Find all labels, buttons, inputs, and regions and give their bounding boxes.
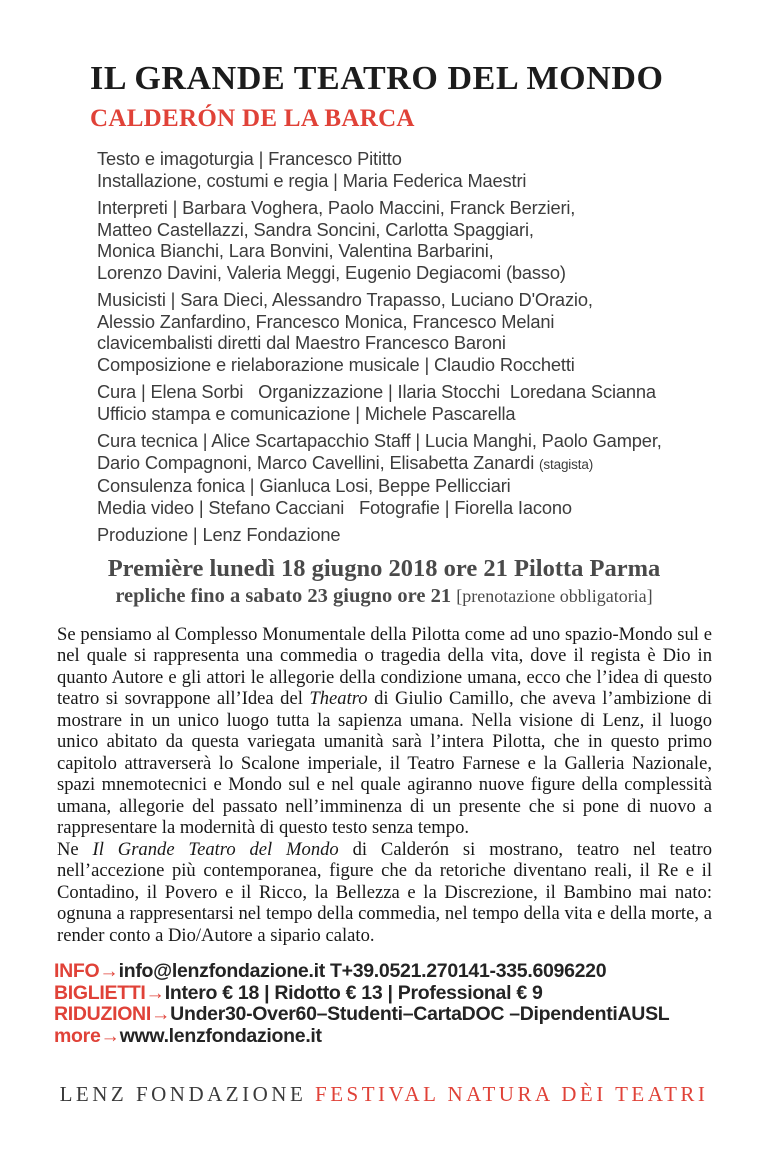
credit-line: [97, 219, 728, 241]
info-label: INFO→: [54, 960, 119, 982]
description-section: [57, 624, 712, 947]
footer-festival: FESTIVAL NATURA DÈI TEATRI: [315, 1082, 709, 1106]
credit-group: [97, 197, 728, 283]
credit-line: [97, 197, 728, 219]
premiere-date-line: Première lunedì 18 giugno 2018 ore 21 Pilotta Parma: [107, 554, 661, 582]
description-paragraph: [57, 624, 712, 839]
credit-text: Consulenza fonica | Gianluca Losi, Beppe Pellicciari: [97, 475, 511, 496]
credit-group: [97, 381, 728, 424]
credit-text: Installazione, costumi e regia | Maria Federica Maestri: [97, 169, 527, 191]
info-value: Intero € 18 | Ridotto € 13 | Professional € 9: [164, 981, 543, 1004]
description-text: di Calderón si mostrano, teatro nel teatro nell’accezione più contemporanea, figure che da retoriche diventano reali, il Re e il Contadino, il Povero e il Ricco, la Bellezza e la Discrezione, il Bambino mai nato: ognuna a rappresentarsi nel tempo della commedia, nel tempo della vita e della morte, a render conto a Dio/Autore a sipario calato.: [57, 838, 712, 946]
credit-line: [97, 475, 728, 497]
credit-line: [97, 332, 728, 354]
header: [0, 0, 768, 133]
italic-work-title: Il Grande Teatro del Mondo: [92, 838, 339, 860]
description-text: Ne: [57, 838, 93, 860]
info-label: more→: [54, 1024, 120, 1047]
credit-text: Composizione e rielaborazione musicale | Claudio Rocchetti: [97, 353, 575, 375]
page-title: IL GRANDE TEATRO DEL MONDO: [90, 60, 664, 97]
credit-group: [97, 430, 728, 518]
info-value: www.lenzfondazione.it: [119, 1024, 322, 1047]
credit-text: Alessio Zanfardino, Francesco Monica, Francesco Melani: [97, 310, 555, 332]
description-text: Se pensiamo al Complesso Monumentale della Pilotta come ad uno spazio-Mondo sul e nel quale si rappresenta una commedia o tragedia della vita, dove il regista è Dio in quanto Autore e gli attori le allegorie della condizione umana, ecco che l’idea di questo teatro si sovrappone all’Idea del: [57, 623, 712, 709]
credit-text: Ufficio stampa e comunicazione | Michele Pascarella: [97, 402, 516, 424]
credit-line: [97, 524, 728, 546]
info-line: [54, 1026, 728, 1048]
credit-text: clavicembalisti diretti dal Maestro Francesco Baroni: [97, 332, 506, 353]
premiere-replicas-text: repliche fino a sabato 23 giugno ore 21: [115, 584, 457, 607]
credit-line: [97, 170, 728, 192]
credit-line: [97, 289, 728, 311]
credit-text: Dario Compagnoni, Marco Cavellini, Elisabetta Zanardi: [97, 451, 540, 473]
credit-line: [97, 148, 728, 170]
credit-line: [97, 497, 728, 519]
description-text: di Giulio Camillo, che aveva l’ambizione di mostrare in un unico luogo tutta la sapienza umana. Nella visione di Lenz, il luogo unico abitato da questa variegata umanità sarà l’intera Pilotta, che in questo primo capitolo attraverserà lo Scalone imperiale, il Teatro Farnese e la Galleria Nazionale, spazi mnemotecnici e Mondo sul e nel quale agiranno nuove figure della complessità umana, allegorie del passato nell’imminenza di un presente che si pone di nuovo a rappresentare la modernità di questo testo senza tempo.: [57, 688, 712, 838]
credit-text: Monica Bianchi, Lara Bonvini, Valentina Barbarini,: [97, 240, 494, 261]
info-line: [54, 961, 728, 983]
credit-text: Matteo Castellazzi, Sandra Soncini, Carlotta Spaggiari,: [97, 218, 534, 240]
info-label: BIGLIETTI→: [54, 981, 165, 1004]
premiere-replicas-line: [0, 583, 768, 610]
info-section: [54, 961, 728, 1047]
info-value: Under30-Over60–Studenti–CartaDOC –DipendentiAUSL: [170, 1003, 670, 1025]
credit-text: Interpreti | Barbara Voghera, Paolo Maccini, Franck Berzieri,: [97, 197, 576, 218]
footer-organization: LENZ FONDAZIONE: [59, 1082, 307, 1106]
credit-group: [97, 524, 728, 546]
credit-text: Musicisti | Sara Dieci, Alessandro Trapasso, Luciano D'Orazio,: [97, 289, 593, 310]
credit-line: [97, 311, 728, 333]
info-line: [54, 1004, 728, 1026]
credits-section: [97, 148, 728, 546]
credit-line: [97, 262, 728, 284]
credit-line: [97, 354, 728, 376]
credit-line: [97, 430, 728, 452]
premiere-booking-note: [prenotazione obbligatoria]: [456, 585, 653, 606]
credit-text: Media video | Stefano Cacciani Fotografie | Fiorella Iacono: [97, 496, 572, 518]
credit-text: Testo e imagoturgia | Francesco Pititto: [97, 148, 402, 169]
author-subtitle: CALDERÓN DE LA BARCA: [90, 105, 415, 132]
credit-line: [97, 381, 728, 403]
credit-group: [97, 289, 728, 375]
credit-line: [97, 240, 728, 262]
credit-text: (stagista): [539, 456, 594, 472]
description-paragraph: [57, 839, 712, 947]
italic-work-title: Theatro: [309, 688, 368, 709]
footer: [0, 1081, 768, 1107]
credit-text: Produzione | Lenz Fondazione: [97, 524, 341, 545]
info-line: [54, 983, 728, 1005]
premiere-section: [0, 554, 768, 610]
credit-line: [97, 452, 728, 476]
info-value: info@lenzfondazione.it T+39.0521.270141-335.6096220: [118, 960, 607, 982]
credit-text: Cura tecnica | Alice Scartapacchio Staff | Lucia Manghi, Paolo Gamper,: [97, 430, 662, 451]
info-label: RIDUZIONI→: [54, 1003, 171, 1025]
credit-text: Cura | Elena Sorbi Organizzazione | Ilaria Stocchi Loredana Scianna: [97, 381, 656, 402]
credit-line: [97, 403, 728, 425]
credit-group: [97, 148, 728, 191]
credit-text: Lorenzo Davini, Valeria Meggi, Eugenio Degiacomi (basso): [97, 261, 566, 283]
